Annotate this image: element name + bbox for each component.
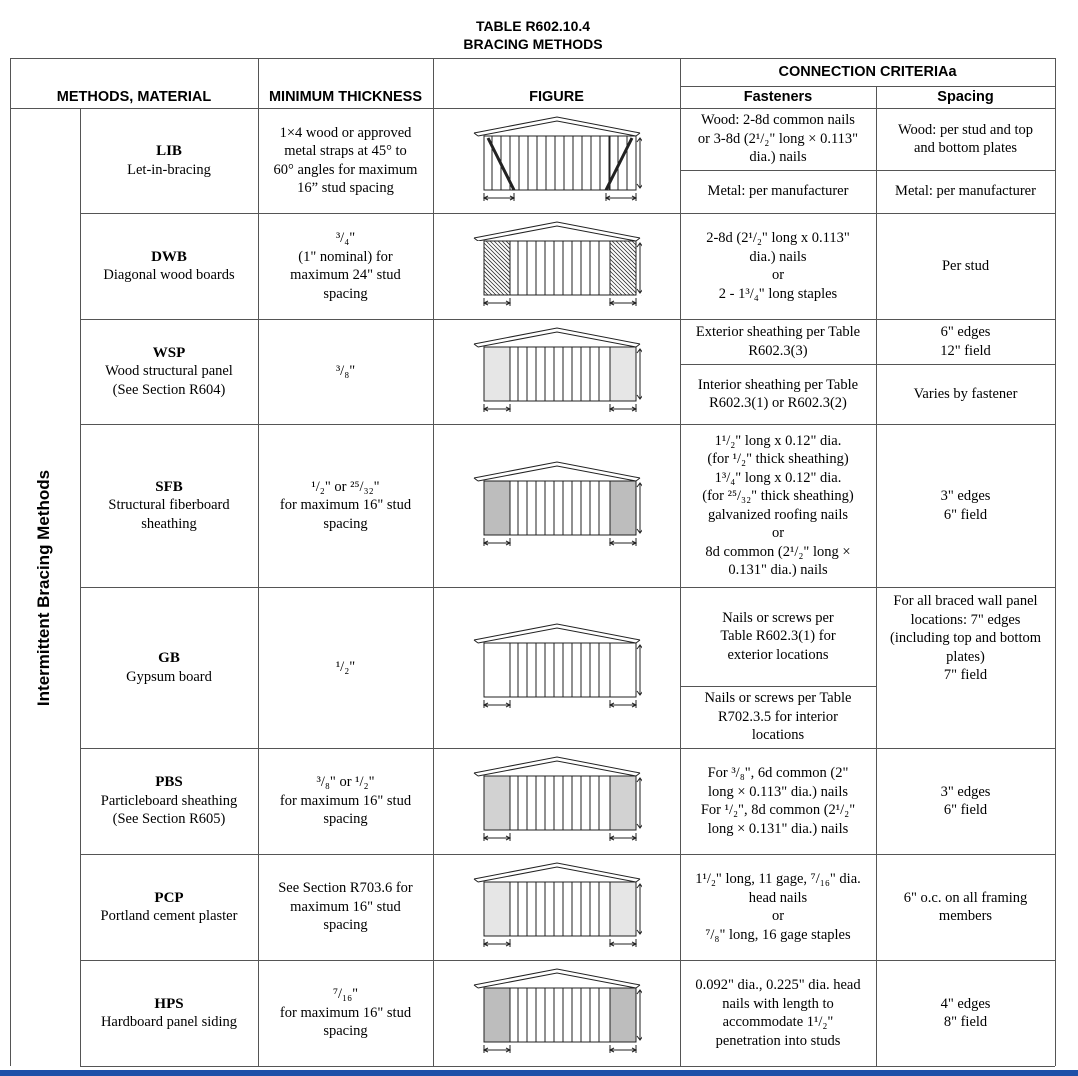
method-material: Hardboard panel siding [100, 1014, 238, 1030]
fasteners-cell: Metal: per manufacturer [707, 183, 849, 200]
grid-line [433, 58, 434, 1066]
fasteners-cell: Interior sheathing per Table R602.3(1) or R602.3(2) [697, 376, 859, 411]
spacing-cell: Wood: per stud and top and bottom plates [898, 121, 1033, 156]
spacing-cell [876, 686, 1055, 748]
wall-bracing-figure [472, 220, 642, 312]
method-code: GB [158, 650, 180, 666]
spacing-cell: 6" o.c. on all framing members [903, 889, 1028, 924]
thickness-cell: ³/₄" (1" nominal) for maximum 24" stud spacing [290, 230, 401, 302]
header-fasteners: Fasteners [743, 88, 813, 105]
method-cell [80, 319, 258, 424]
method-cell [80, 108, 258, 213]
table-title: TABLE R602.10.4 [475, 18, 591, 34]
wall-bracing-figure [472, 460, 642, 552]
method-cell [80, 213, 258, 319]
fasteners-cell: 0.092" dia., 0.225" dia. head nails with length to accommodate 1¹/₂" penetration into studs [695, 977, 861, 1049]
spacing-cell: Varies by fastener [913, 385, 1018, 402]
spacing-cell: Metal: per manufacturer [895, 183, 1036, 200]
thickness-cell: ³/₈" or ¹/₂" for maximum 16" stud spacing [279, 774, 412, 828]
fasteners-cell: Nails or screws per Table R702.3.5 for interior locations [704, 690, 852, 744]
wall-bracing-figure [472, 115, 642, 207]
thickness-cell: ⁷/₁₆" for maximum 16" stud spacing [279, 986, 412, 1040]
method-code: SFB [155, 478, 183, 495]
thickness-cell: 1×4 wood or approved metal straps at 45° to 60° angles for maximum 16” stud spacing [273, 124, 418, 196]
grid-line [10, 58, 1055, 59]
method-code: HPS [154, 995, 184, 1012]
wall-bracing-figure [472, 861, 642, 953]
wall-bracing-figure [472, 967, 642, 1059]
fasteners-cell: 2-8d (2¹/₂" long x 0.113" dia.) nails or 2 - 1³/₄" long staples [706, 230, 850, 302]
table-subtitle: BRACING METHODS [463, 36, 603, 52]
header-figure: FIGURE [529, 88, 584, 105]
method-material: Let-in-bracing [127, 161, 211, 178]
method-code: PBS [155, 774, 183, 791]
method-material: Particleboard sheathing (See Section R605) [100, 792, 238, 828]
method-material: Gypsum board [126, 668, 212, 685]
fasteners-cell: Wood: 2-8d common nails or 3-8d (2¹/₂" long × 0.113" dia.) nails [697, 112, 859, 166]
method-material: Wood structural panel (See Section R604) [105, 363, 233, 398]
header-thickness: MINIMUM THICKNESS [268, 88, 423, 105]
thickness-cell: ¹/₂" [335, 659, 356, 676]
method-code: WSP [152, 344, 186, 361]
grid-line [680, 86, 1055, 87]
fasteners-cell: Exterior sheathing per Table R602.3(3) [695, 324, 861, 359]
header-spacing: Spacing [937, 88, 994, 105]
thickness-cell: See Section R703.6 for maximum 16" stud spacing [278, 880, 413, 934]
wall-bracing-figure [472, 326, 642, 418]
method-cell [80, 424, 258, 587]
spacing-cell: Per stud [941, 257, 990, 274]
method-material: Structural fiberboard sheathing [108, 497, 230, 532]
method-code: DWB [151, 248, 187, 265]
thickness-cell: ¹/₂" or ²⁵/₃₂" for maximum 16" stud spacing [279, 478, 412, 532]
spacing-cell: 3" edges 6" field [940, 783, 991, 818]
method-material: Diagonal wood boards [103, 267, 235, 283]
wall-bracing-figure [472, 755, 642, 847]
wall-bracing-figure [472, 622, 642, 714]
method-material: Portland cement plaster [100, 908, 238, 924]
method-code: LIB [156, 143, 182, 159]
grid-line [10, 58, 11, 1066]
header-connection-criteria: CONNECTION CRITERIAa [778, 63, 957, 80]
method-cell [80, 587, 258, 748]
grid-line [1055, 58, 1056, 1066]
method-cell [80, 748, 258, 854]
method-cell [80, 960, 258, 1066]
fasteners-cell: 1¹/₂" long x 0.12" dia. (for ¹/₂" thick sheathing) 1³/₄" long x 0.12" dia. (for ²⁵/₃₂" thick sheathing) galvanized roofing nails or 8d common (2¹/₂" long × 0.131" dia.) nails [702, 432, 854, 578]
bottom-bar [0, 1070, 1078, 1076]
spacing-cell: 4" edges 8" field [940, 995, 991, 1030]
spacing-cell: 3" edges 6" field [940, 488, 991, 523]
thickness-cell: ³/₈" [335, 363, 356, 380]
fasteners-cell: For ³/₈", 6d common (2" long × 0.113" dia.) nails For ¹/₂", 8d common (2¹/₂" long × 0.131" dia.) nails [700, 765, 856, 837]
fasteners-cell: 1¹/₂" long, 11 gage, ⁷/₁₆" dia. head nails or ⁷/₈" long, 16 gage staples [695, 871, 861, 943]
method-code: PCP [154, 889, 184, 906]
spacing-cell: 6" edges 12" field [940, 324, 991, 359]
fasteners-cell: Nails or screws per Table R602.3(1) for exterior locations [720, 609, 836, 663]
grid-line [80, 1066, 1055, 1067]
side-label: Intermittent Bracing Methods [34, 469, 53, 707]
spacing-cell: For all braced wall panel locations: 7" edges (including top and bottom plates) 7" field [889, 593, 1042, 684]
method-cell [80, 854, 258, 960]
header-methods: METHODS, MATERIAL [56, 88, 212, 105]
